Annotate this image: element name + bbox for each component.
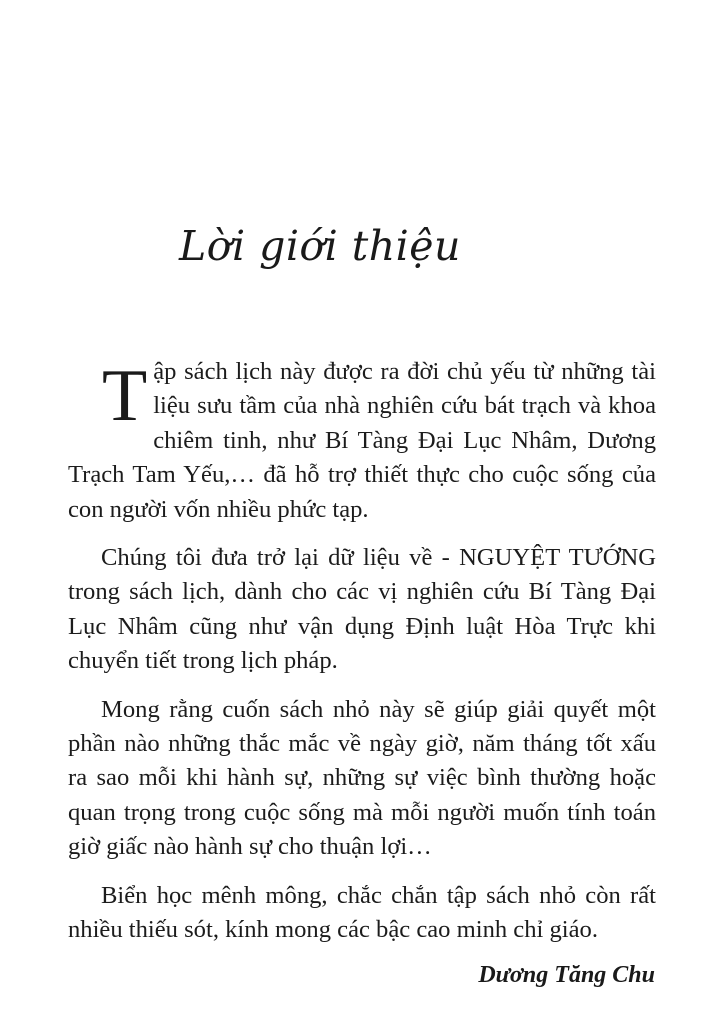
intro-paragraph-text: ập sách lịch này được ra đời chủ yếu từ những tài liệu sưu tầm của nhà nghiên cứu bát trạch và khoa chiêm tinh, như Bí Tàng Đại Lục Nhâm, Dương Trạch Tam Yếu,… đã hỗ trợ thiết thực cho cuộc sống của con người vốn nhiều phức tạp. [68,358,656,523]
drop-cap: T [102,355,148,437]
intro-paragraph [68,355,656,527]
author-signature: Dương Tăng Chu [478,962,655,988]
paragraph-2: Chúng tôi đưa trở lại dữ liệu về - NGUYỆT TƯỚNG trong sách lịch, dành cho các vị nghiên cứu Bí Tàng Đại Lục Nhâm cũng như vận dụng Định luật Hòa Trực khi chuyển tiết trong lịch pháp. [68,544,656,675]
page-title: Lời giới thiệu [179,222,461,270]
body-text [68,355,656,962]
paragraph-4: Biển học mênh mông, chắc chắn tập sách nhỏ còn rất nhiều thiếu sót, kính mong các bậc cao minh chỉ giáo. [68,881,656,944]
paragraph-3: Mong rằng cuốn sách nhỏ này sẽ giúp giải quyết một phần nào những thắc mắc về ngày giờ, năm tháng tốt xấu ra sao mỗi khi hành sự, những sự việc bình thường hoặc quan trọng trong cuộc sống mà mỗi người muốn tính toán giờ giấc nào hành sự cho thuận lợi… [68,695,656,861]
